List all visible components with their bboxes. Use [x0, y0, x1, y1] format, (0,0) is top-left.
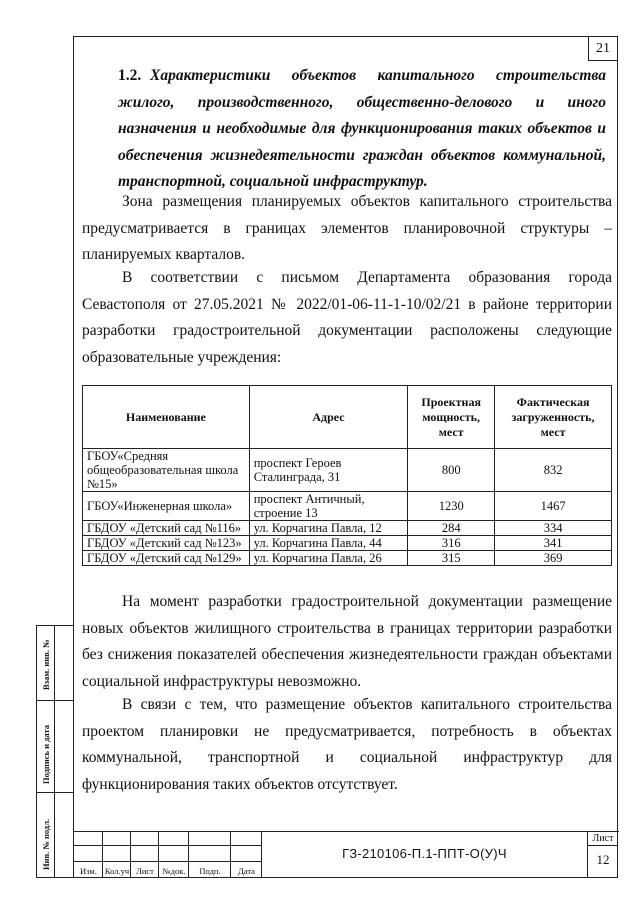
table-cell-address: проспект Античный, строение 13 — [249, 492, 408, 521]
column-header: Проектная мощность, мест — [408, 386, 495, 449]
section-number: 1.2. — [118, 67, 142, 84]
table-row — [83, 521, 612, 536]
table-header-row — [83, 386, 612, 449]
table-cell-load: 334 — [495, 521, 612, 536]
table-cell-capacity: 316 — [408, 536, 495, 551]
page-frame — [73, 36, 618, 878]
table-cell-load: 341 — [495, 536, 612, 551]
table-cell-name: ГБОУ«Инженерная школа» — [83, 492, 250, 521]
column-header: Адрес — [249, 386, 408, 449]
paragraph-1: Зона размещения планируемых объектов капитального строительства предусматривается в границах элементов планировочной структуры – планируемых кварталов. — [82, 193, 612, 263]
section-heading — [118, 63, 606, 196]
paragraph-2: В соответствии с письмом Департамента образования города Севастополя от 27.05.2021 № 2022/01-06-11-1-10/02/21 в районе территории разработки градостроительной документации расположены следующие образовательные учреждения: — [82, 269, 612, 366]
table-cell-load: 369 — [495, 551, 612, 566]
table-row — [83, 492, 612, 521]
table-cell-name: ГБДОУ «Детский сад №116» — [83, 521, 250, 536]
date-label: Дата — [238, 866, 255, 876]
table-cell-load: 1467 — [495, 492, 612, 521]
table-cell-capacity: 800 — [408, 449, 495, 492]
table-cell-address: ул. Корчагина Павла, 44 — [249, 536, 408, 551]
table-cell-load: 832 — [495, 449, 612, 492]
table-cell-address: проспект Героев Сталинграда, 31 — [249, 449, 408, 492]
page-number: 21 — [588, 37, 617, 61]
table-cell-address: ул. Корчагина Павла, 12 — [249, 521, 408, 536]
side-label-inventory: Инв. № подл. — [41, 818, 51, 870]
table-cell-capacity: 315 — [408, 551, 495, 566]
table-cell-address: ул. Корчагина Павла, 26 — [249, 551, 408, 566]
schools-table — [82, 385, 612, 566]
table-cell-capacity: 1230 — [408, 492, 495, 521]
table-cell-name: ГБДОУ «Детский сад №123» — [83, 536, 250, 551]
title-block — [74, 831, 619, 877]
table-row — [83, 551, 612, 566]
sheet-label: Лист — [588, 832, 618, 846]
revision-grid — [74, 831, 262, 877]
document-number-label: №док. — [162, 866, 186, 876]
side-strip — [36, 625, 73, 878]
sheet-col-label: Лист — [136, 866, 154, 876]
document-code: ГЗ-210106-П.1-ППТ-О(У)Ч — [342, 846, 507, 861]
paragraph-3: На момент разработки градостроительной документации размещение новых объектов жилищного строительства в границах территории разработки без снижения показателей обеспечения жизнедеятельности граждан объектами социальной инфраструктуры невозможно. — [82, 593, 612, 690]
column-header: Наименование — [83, 386, 250, 449]
section-title: Характеристики объектов капитального строительства жилого, производственного, общественно-делового и иного назначения и необходимые для функционирования таких объектов и обеспечения жизнедеятельности граждан объектов коммунальной, транспортной, социальной инфраструктур. — [118, 67, 606, 190]
sheet-number: 12 — [596, 852, 610, 867]
quantity-label: Кол.уч — [104, 866, 130, 876]
sheet-box — [587, 831, 619, 877]
side-label-replacement: Взам. инв. № — [41, 639, 51, 690]
revision-label: Изм. — [80, 866, 97, 876]
paragraph-4: В связи с тем, что размещение объектов капитального строительства проектом планировки не предусматривается, потребность в объектах коммунальной, транспортной и социальной инфраструктур для функционирования таких объектов отсутствует. — [82, 696, 612, 793]
table-row — [83, 449, 612, 492]
signature-label: Подп. — [199, 866, 221, 876]
table-cell-capacity: 284 — [408, 521, 495, 536]
side-label-signature: Подпись и дата — [41, 725, 51, 784]
table-cell-name: ГБОУ«Средняя общеобразовательная школа №15» — [83, 449, 250, 492]
column-header: Фактическая загруженность, мест — [495, 386, 612, 449]
table-row — [83, 536, 612, 551]
table-cell-name: ГБДОУ «Детский сад №129» — [83, 551, 250, 566]
